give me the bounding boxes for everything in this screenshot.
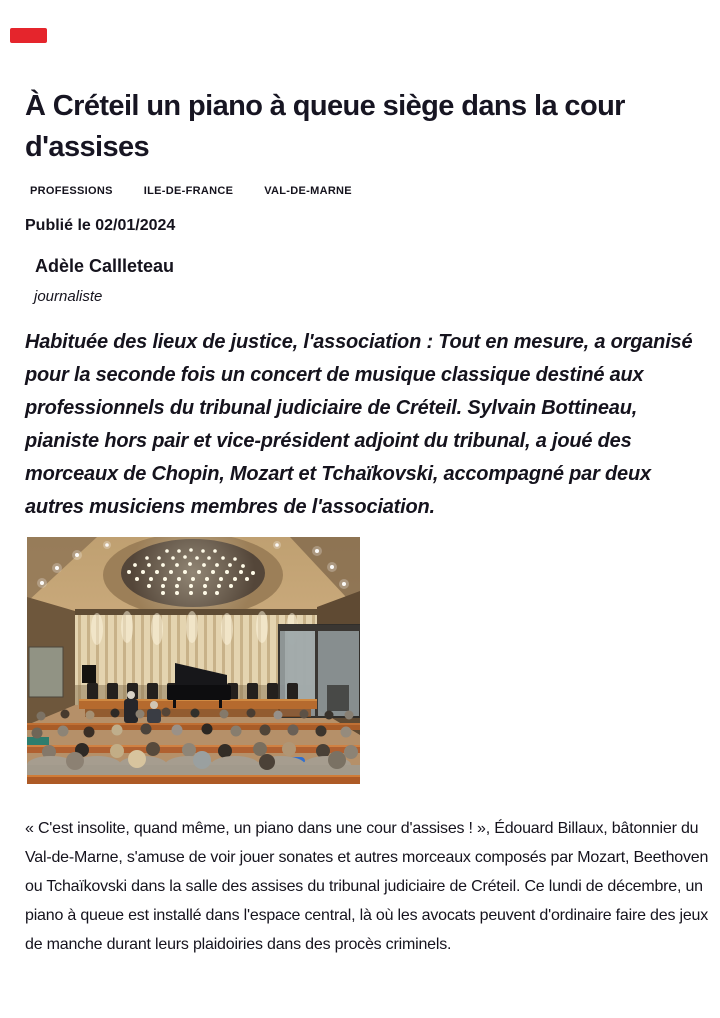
article-lede: Habituée des lieux de justice, l'association : Tout en mesure, a organisé pour la seconde fois un concert de musique classique destiné aux professionnels du tribunal judiciaire de Créteil. Sylvain Bottineau, pianiste hors pair et vice-président adjoint du tribunal, a joué des morceaux de Chopin, Mozart et Tchaïkovski, accompagné par deux autres musiciens membres de l'association. — [25, 331, 693, 518]
brand-mark — [10, 28, 47, 43]
author-block — [35, 256, 720, 305]
tag-list — [30, 185, 720, 197]
tag-professions[interactable]: PROFESSIONS — [30, 185, 113, 197]
author-role: journaliste — [34, 288, 103, 305]
tag-ile-de-france[interactable]: ILE-DE-FRANCE — [143, 185, 234, 197]
tag-val-de-marne[interactable]: VAL-DE-MARNE — [264, 185, 352, 197]
article-body: « C'est insolite, quand même, un piano dans une cour d'assises ! », Édouard Billaux, bâtonnier du Val-de-Marne, s'amuse de voir jouer sonates et autres morceaux composés par Mozart, Beethoven ou Tchaïkovski dans la salle des assises du tribunal judiciaire de Créteil. Ce lundi de décembre, un piano à queue est installé dans l'espace central, là où les avocats peuvent d'ordinaire faire des jeux de manche durant leurs plaidoiries dans des procès criminels. — [25, 820, 709, 953]
page-title: À Créteil un piano à queue siège dans la cour d'assises — [25, 90, 625, 163]
publish-date: Publié le 02/01/2024 — [25, 217, 176, 234]
author-name[interactable]: Adèle Callleteau — [35, 256, 175, 276]
article-photo — [27, 537, 360, 784]
courtroom-photo-illustration — [27, 537, 360, 784]
